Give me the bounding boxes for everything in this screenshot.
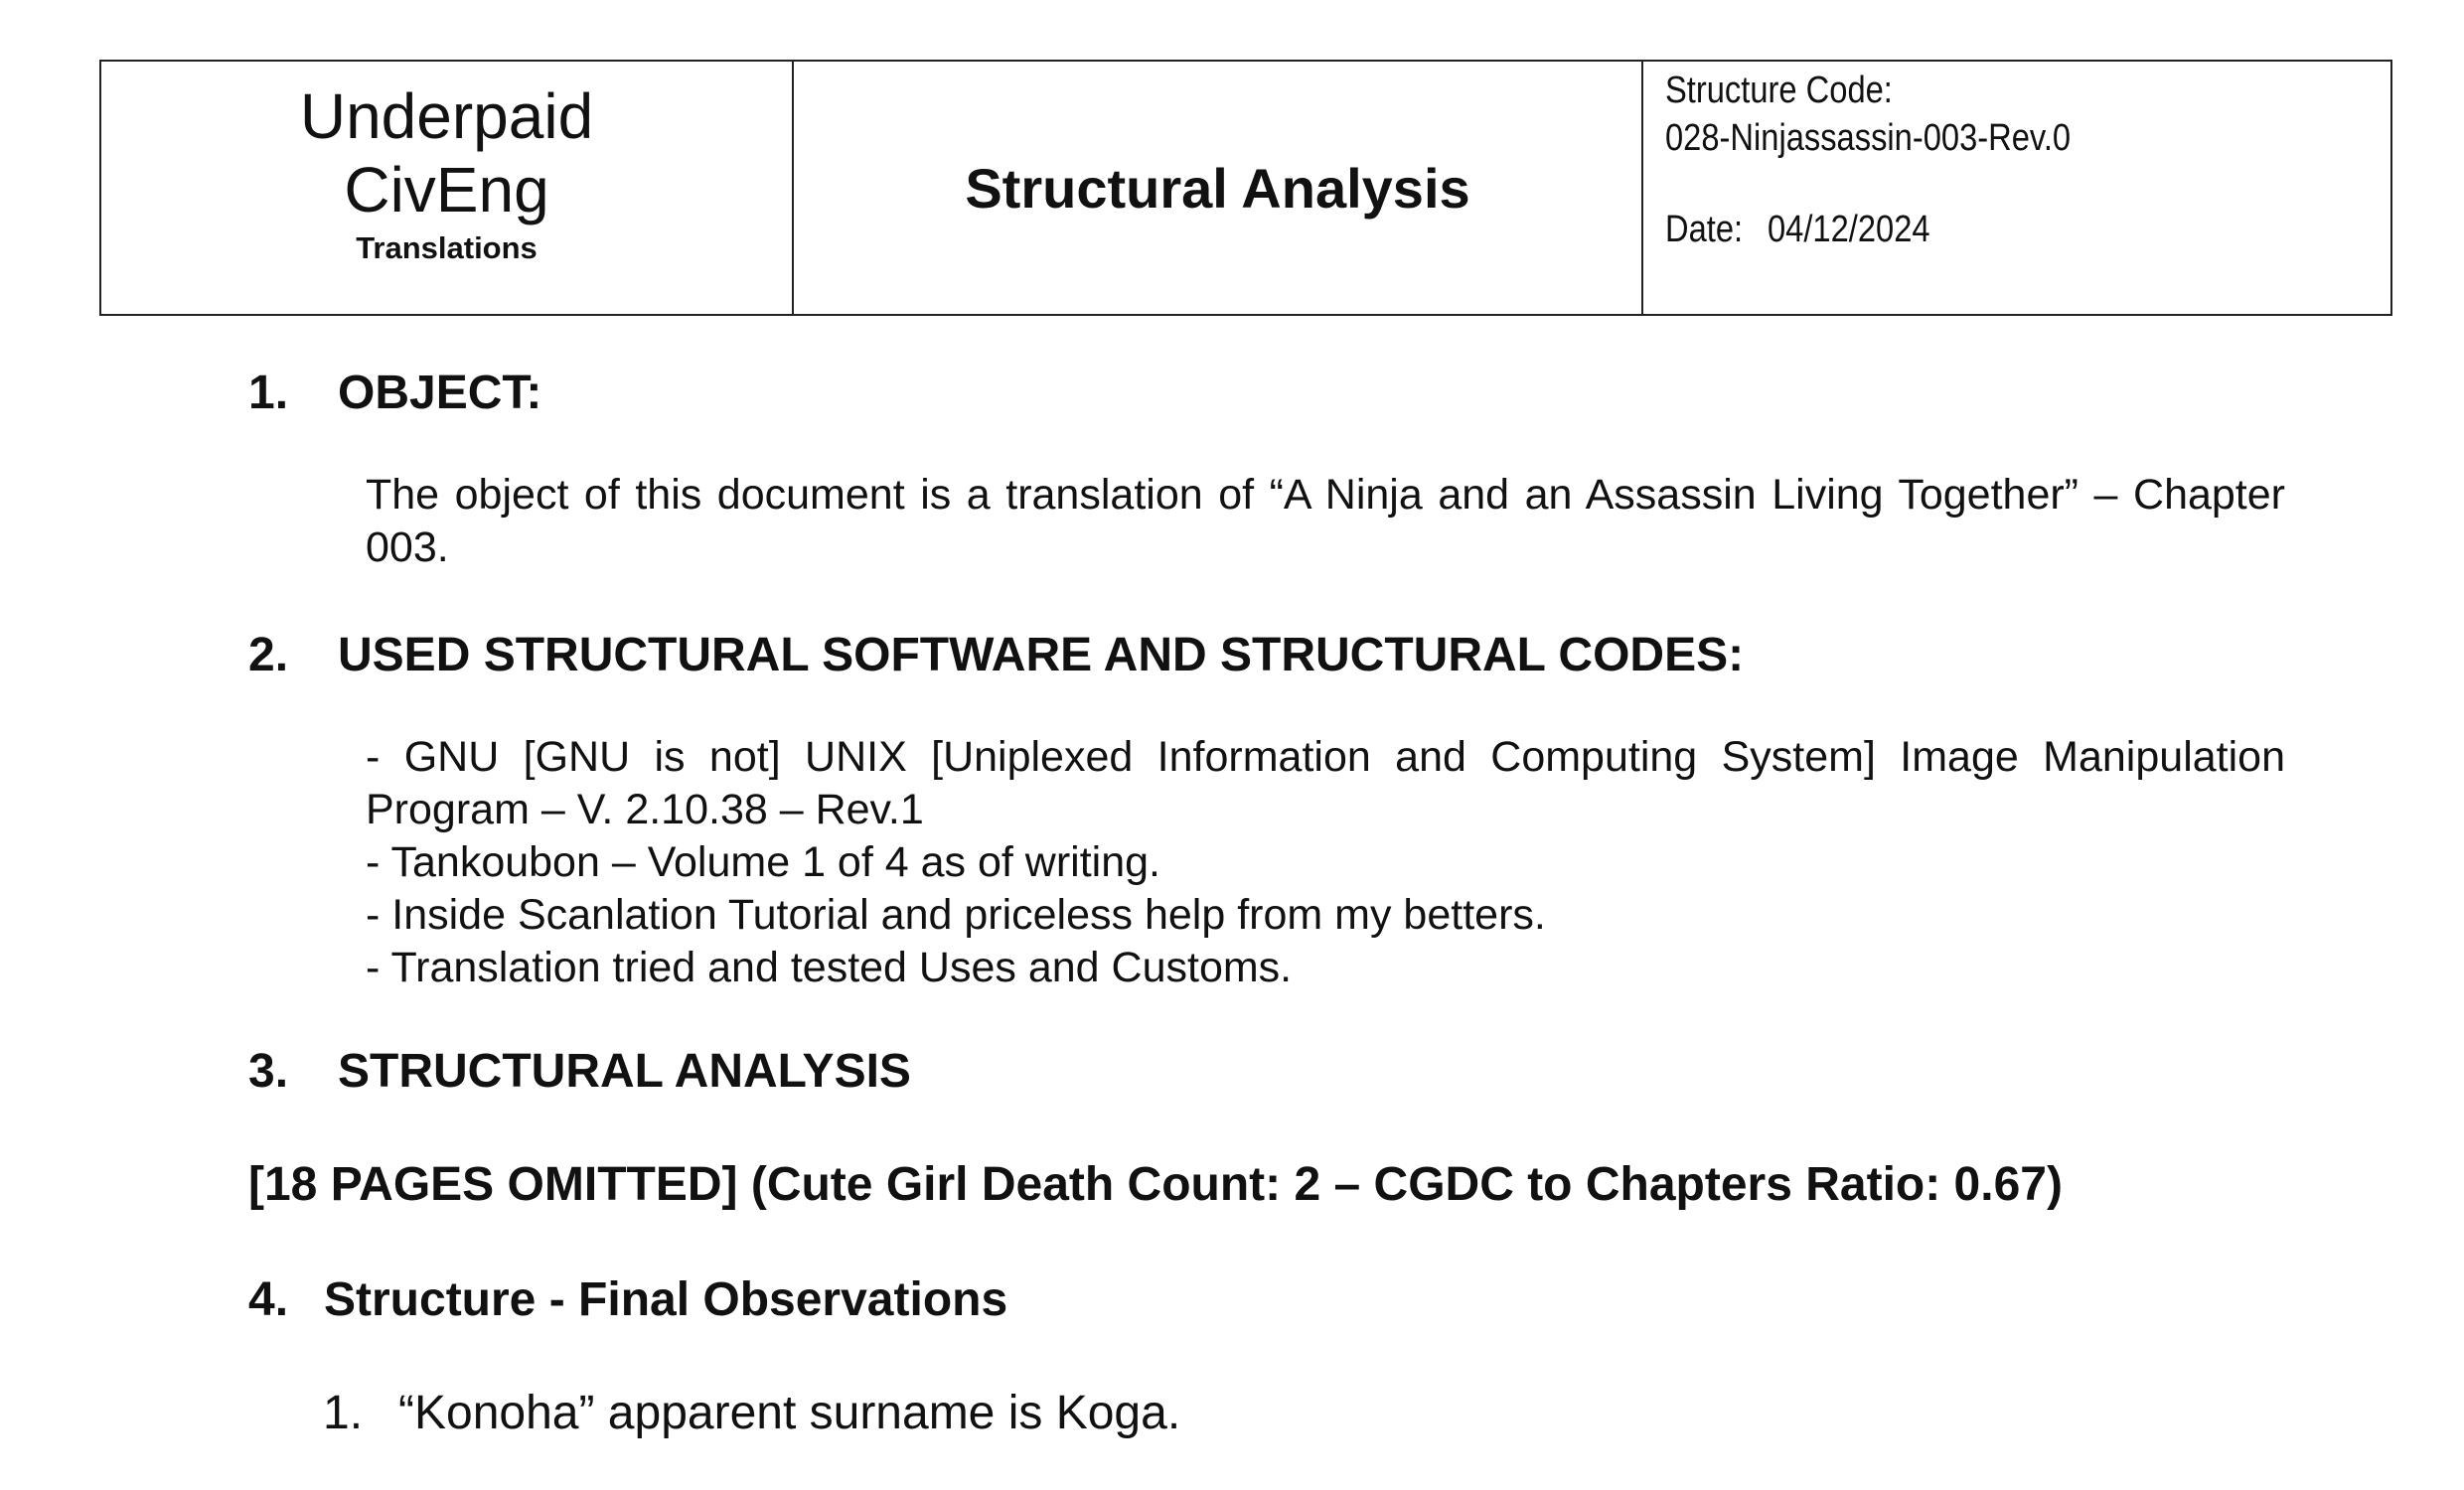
- section-2-item: - Tankoubon – Volume 1 of 4 as of writing.: [366, 838, 1160, 886]
- omitted-pages-note: [18 PAGES OMITTED] (Cute Girl Death Count: 2 – CGDC to Chapters Ratio: 0.67): [248, 1158, 2063, 1211]
- document-header-table: [99, 60, 2392, 316]
- date-label: Date:: [1665, 209, 1744, 250]
- section-3-heading: [248, 1044, 911, 1099]
- section-1-title: OBJECT:: [338, 367, 542, 419]
- section-4-heading: [248, 1272, 1007, 1327]
- section-2-body: [366, 731, 2285, 994]
- section-3-title: STRUCTURAL ANALYSIS: [338, 1045, 911, 1098]
- structure-code-label: Structure Code:: [1665, 70, 1893, 111]
- section-2-item: - Translation tried and tested Uses and Customs.: [366, 944, 1293, 991]
- section-1-heading: [248, 366, 541, 420]
- observation-number: 1.: [323, 1387, 364, 1439]
- section-1-body: The object of this document is a translation of “A Ninja and an Assassin Living Together” – Chapter 003.: [366, 471, 2285, 571]
- section-4-title: Structure - Final Observations: [324, 1273, 1008, 1326]
- section-2-heading: [248, 628, 1744, 682]
- section-4-number: 4.: [248, 1273, 289, 1326]
- section-2-number: 2.: [248, 629, 289, 681]
- company-subtitle: Translations: [356, 230, 538, 265]
- section-2-item: - Inside Scanlation Tutorial and priceless help from my betters.: [366, 891, 1546, 939]
- observation-text: “Konoha” apparent surname is Koga.: [398, 1387, 1181, 1439]
- section-2-title: USED STRUCTURAL SOFTWARE AND STRUCTURAL CODES:: [338, 629, 1745, 681]
- section-1-number: 1.: [248, 367, 289, 419]
- company-logo-cell: [101, 62, 794, 314]
- observation-item: [323, 1386, 1180, 1440]
- document-title-cell: [794, 62, 1643, 314]
- document-meta-cell: [1643, 62, 2390, 314]
- company-name-line2: CivEng: [344, 154, 549, 225]
- document-title: Structural Analysis: [965, 156, 1470, 220]
- section-2-item-software: - GNU [GNU is not] UNIX [Uniplexed Information and Computing System] Image Manipulation Program – V. 2.10.38 – Rev.1: [366, 733, 2285, 833]
- section-3-number: 3.: [248, 1045, 289, 1098]
- structure-code-value: 028-Ninjassassin-003-Rev.0: [1665, 117, 2072, 159]
- date-value: 04/12/2024: [1768, 209, 1930, 250]
- company-name-line1: Underpaid: [299, 80, 594, 152]
